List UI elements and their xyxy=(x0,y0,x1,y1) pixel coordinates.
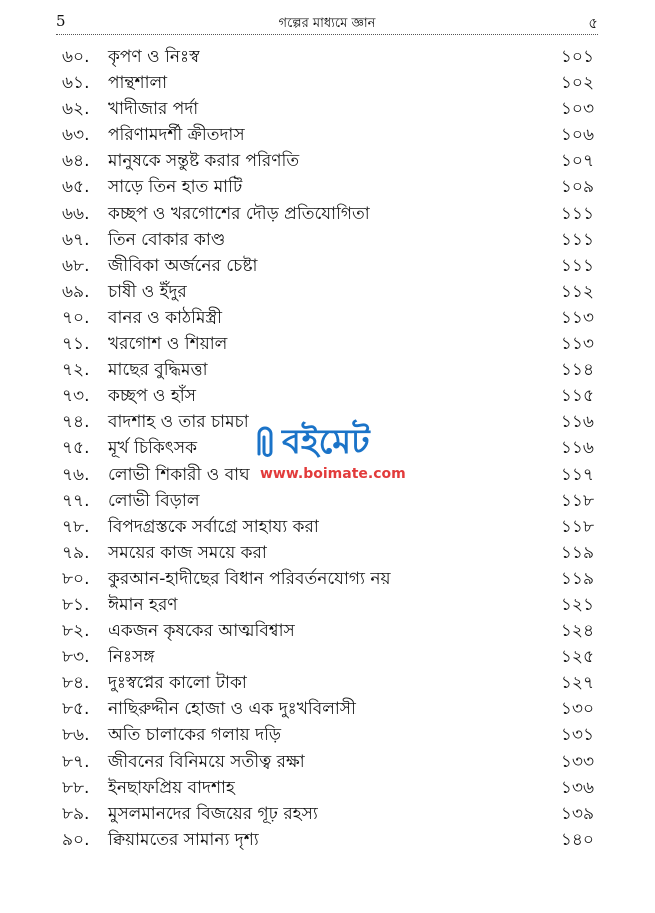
toc-entry-title: কৃপণ ও নিঃস্ব xyxy=(108,47,200,67)
toc-entry-number: ৮৮. xyxy=(62,777,90,798)
toc-entry-page: ১০৭ xyxy=(560,151,594,172)
toc-entry xyxy=(62,70,594,96)
toc-entry-title: মুসলমানদের বিজয়ের গূঢ় রহস্য xyxy=(108,803,318,824)
toc-entry-number: ৮৩. xyxy=(62,647,90,668)
toc-entry-page: ১১৮ xyxy=(560,490,594,511)
header-page-number-bengali: ৫ xyxy=(588,14,598,32)
toc-entry-page: ১১৭ xyxy=(560,464,594,485)
toc-entry xyxy=(62,670,594,696)
toc-entry-title: একজন কৃষকের আত্মবিশ্বাস xyxy=(108,621,295,642)
header-book-title: গল্পের মাধ্যমে জ্ঞান xyxy=(278,16,376,31)
toc-entry xyxy=(62,279,594,305)
toc-entry xyxy=(62,592,594,618)
toc-entry-page: ১২৪ xyxy=(560,621,594,642)
toc-entry-page: ১৩৩ xyxy=(560,751,594,772)
toc-entry-page: ১০৩ xyxy=(560,99,594,120)
toc-entry xyxy=(62,644,594,670)
toc-entry-title: জীবনের বিনিময়ে সতীত্ব রক্ষা xyxy=(108,751,305,772)
toc-entry-page: ১১৮ xyxy=(560,516,594,537)
toc-entry-title: পরিণামদর্শী ক্রীতদাস xyxy=(108,125,245,146)
toc-entry-page: ১০৯ xyxy=(560,177,594,198)
toc-entry xyxy=(62,174,594,200)
toc-entry xyxy=(62,383,594,409)
toc-entry-title: কচ্ছপ ও হাঁস xyxy=(108,386,196,407)
toc-entry-number: ৭৩. xyxy=(62,386,90,407)
toc-entry-page: ১১১ xyxy=(560,229,594,250)
toc-entry xyxy=(62,462,594,488)
toc-entry-title: অতি চালাকের গলায় দড়ি xyxy=(108,725,282,746)
toc-entry-page: ১১১ xyxy=(560,203,594,224)
toc-entry-number: ৭০. xyxy=(62,307,90,328)
toc-entry-number: ৭৬. xyxy=(62,464,90,485)
toc-entry-number: ৭১. xyxy=(62,334,90,355)
toc-entry-title: তিন বোকার কাণ্ড xyxy=(108,229,226,250)
toc-entry xyxy=(62,514,594,540)
toc-entry-title: বাদশাহ ও তার চামচা xyxy=(108,412,249,433)
toc-entry-page: ১২৭ xyxy=(560,673,594,694)
toc-entry-title: ইনছাফপ্রিয় বাদশাহ xyxy=(108,777,235,798)
toc-entry-page: ১৩০ xyxy=(560,699,594,720)
toc-entry xyxy=(62,696,594,722)
toc-entry-number: ৬০. xyxy=(62,47,90,67)
toc-entry-page: ১১৫ xyxy=(560,386,594,407)
toc-entry-title: জীবিকা অর্জনের চেষ্টা xyxy=(108,255,258,276)
toc-entry xyxy=(62,44,594,70)
toc-entry-page: ১০৬ xyxy=(560,125,594,146)
toc-entry-number: ৮২. xyxy=(62,621,90,642)
toc-entry-page: ১৪০ xyxy=(560,829,594,850)
toc-entry-number: ৭৪. xyxy=(62,412,90,433)
toc-entry-page: ১০২ xyxy=(560,73,594,94)
toc-entry-title: পান্থশালা xyxy=(108,73,168,94)
toc-entry xyxy=(62,227,594,253)
header-page-number-latin: 5 xyxy=(56,12,66,30)
watermark-url: www.boimate.com xyxy=(260,466,406,482)
toc-entry xyxy=(62,201,594,227)
toc-entry-number: ৬৩. xyxy=(62,125,90,146)
toc-entry-title: ঈমান হরণ xyxy=(108,594,178,615)
toc-entry-title: ক্বিয়ামতের সামান্য দৃশ্য xyxy=(108,829,259,850)
toc-entry xyxy=(62,827,594,853)
toc-entry-title: লোভী শিকারী ও বাঘ xyxy=(108,464,250,485)
toc-entry-title: মূর্খ চিকিৎসক xyxy=(108,438,198,459)
page-header xyxy=(56,10,598,35)
toc-entry-page: ১১১ xyxy=(560,255,594,276)
toc-entry-title: মাছের বুদ্ধিমত্তা xyxy=(108,360,208,381)
toc-entry xyxy=(62,96,594,122)
toc-entry-number: ৮৪. xyxy=(62,673,90,694)
toc-entry-number: ৭৯. xyxy=(62,542,90,563)
toc-entry-title: সময়ের কাজ সময়ে করা xyxy=(108,542,267,563)
toc-entry-number: ৮৬. xyxy=(62,725,90,746)
toc-entry-number: ৮০. xyxy=(62,568,90,589)
toc-entry-number: ৯০. xyxy=(62,829,90,850)
toc-entry-number: ৬৯. xyxy=(62,281,90,302)
toc-entry-number: ৭৮. xyxy=(62,516,90,537)
toc-entry xyxy=(62,331,594,357)
toc-entry xyxy=(62,775,594,801)
toc-entry-page: ১১৬ xyxy=(560,438,594,459)
toc-entry xyxy=(62,122,594,148)
toc-entry-number: ৬৪. xyxy=(62,151,90,172)
toc-entry-page: ১১৯ xyxy=(560,542,594,563)
toc-entry-title: কুরআন-হাদীছের বিধান পরিবর্তনযোগ্য নয় xyxy=(108,568,391,589)
toc-entry xyxy=(62,148,594,174)
toc-entry-page: ১৩৯ xyxy=(560,803,594,824)
toc-entry-title: কচ্ছপ ও খরগোশের দৌড় প্রতিযোগিতা xyxy=(108,203,370,224)
toc-entry-number: ৬৭. xyxy=(62,229,90,250)
toc-entry-title: নাছিরুদ্দীন হোজা ও এক দুঃখবিলাসী xyxy=(108,699,356,720)
toc-entry-number: ৭৫. xyxy=(62,438,90,459)
toc-entry-number: ৮৯. xyxy=(62,803,90,824)
toc-entry xyxy=(62,357,594,383)
toc-entry-title: নিঃসঙ্গ xyxy=(108,647,155,668)
toc-entry-page: ১১৩ xyxy=(560,334,594,355)
toc-entry-number: ৮১. xyxy=(62,594,90,615)
toc-entry-page: ১১৪ xyxy=(560,360,594,381)
toc-entry-number: ৮৫. xyxy=(62,699,90,720)
toc-entry xyxy=(62,566,594,592)
toc-entry-number: ৬২. xyxy=(62,99,90,120)
toc-entry-title: সাড়ে তিন হাত মাটি xyxy=(108,177,243,198)
toc-entry-title: মানুষকে সন্তুষ্ট করার পরিণতি xyxy=(108,151,300,172)
toc-entry-page: ১৩৬ xyxy=(560,777,594,798)
toc-entry-number: ৬৬. xyxy=(62,203,90,224)
toc-entry-number: ৬১. xyxy=(62,73,90,94)
toc-entry xyxy=(62,801,594,827)
watermark-brand-name: বইমেট xyxy=(282,422,370,462)
toc-entry xyxy=(62,722,594,748)
toc-entry-title: চাষী ও ইঁদুর xyxy=(108,281,187,302)
toc-entry-title: বানর ও কাঠমিস্ত্রী xyxy=(108,307,222,328)
toc-entry-number: ৭২. xyxy=(62,360,90,381)
toc-entry xyxy=(62,305,594,331)
toc-entry-page: ১১২ xyxy=(560,281,594,302)
toc-entry xyxy=(62,253,594,279)
toc-entry-number: ৮৭. xyxy=(62,751,90,772)
toc-entry-title: খরগোশ ও শিয়াল xyxy=(108,334,228,355)
toc-entry xyxy=(62,540,594,566)
table-of-contents xyxy=(62,44,594,853)
toc-entry-title: দুঃস্বপ্নের কালো টাকা xyxy=(108,673,247,694)
toc-entry xyxy=(62,409,594,435)
toc-entry xyxy=(62,435,594,461)
toc-entry-page: ১১৯ xyxy=(560,568,594,589)
toc-entry-title: বিপদগ্রস্তকে সর্বাগ্রে সাহায্য করা xyxy=(108,516,319,537)
toc-entry-page: ১২১ xyxy=(560,594,594,615)
toc-entry-page: ১১৬ xyxy=(560,412,594,433)
toc-entry-page: ১২৫ xyxy=(560,647,594,668)
toc-entry-title: খাদীজার পর্দা xyxy=(108,99,199,120)
toc-entry-page: ১৩১ xyxy=(560,725,594,746)
toc-entry-number: ৭৭. xyxy=(62,490,90,511)
toc-entry-number: ৬৫. xyxy=(62,177,90,198)
toc-entry-title: লোভী বিড়াল xyxy=(108,490,200,511)
toc-entry xyxy=(62,749,594,775)
toc-entry xyxy=(62,488,594,514)
toc-entry-page: ১১৩ xyxy=(560,307,594,328)
toc-entry-number: ৬৮. xyxy=(62,255,90,276)
toc-entry-page: ১০১ xyxy=(560,47,594,67)
toc-entry xyxy=(62,618,594,644)
